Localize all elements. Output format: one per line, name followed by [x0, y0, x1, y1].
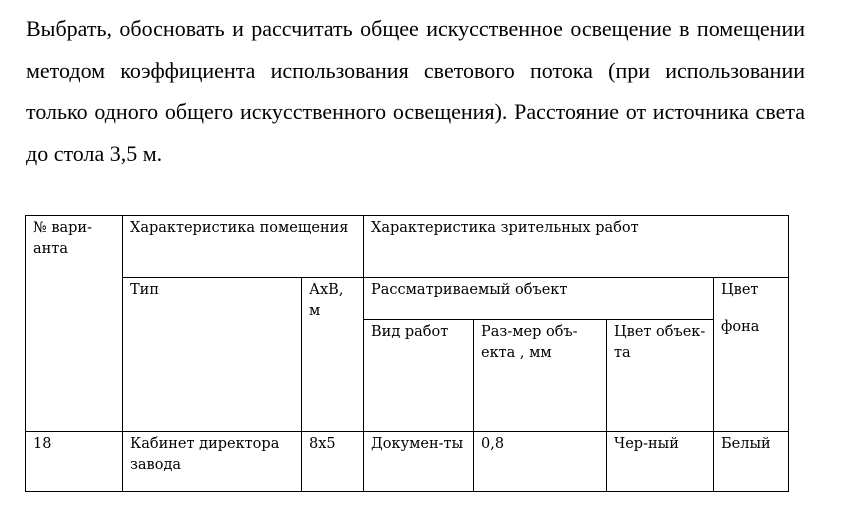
header-work-kind: Вид работ: [364, 320, 474, 432]
cell-dimensions: 8х5: [302, 432, 364, 492]
header-object-color: Цвет объек-та: [607, 320, 714, 432]
header-type: Тип: [123, 278, 302, 432]
cell-object-color: Чер-ный: [607, 432, 714, 492]
table-header-row-1: [26, 216, 789, 278]
cell-background-color: Белый: [714, 432, 789, 492]
header-variant: № вари-анта: [26, 216, 123, 432]
header-background-color-line1: Цвет: [721, 282, 759, 298]
header-visual-work-characteristic: Характеристика зрительных работ: [364, 216, 789, 278]
cell-object-size: 0,8: [474, 432, 607, 492]
table-row: [26, 432, 789, 492]
header-object-size: Раз-мер объ-екта , мм: [474, 320, 607, 432]
cell-variant: 18: [26, 432, 123, 492]
cell-type: Кабинет директора завода: [123, 432, 302, 492]
header-object: Рассматриваемый объект: [364, 278, 714, 320]
cell-work-kind: Докумен-ты: [364, 432, 474, 492]
header-background-color: [714, 278, 789, 432]
header-dimensions: АхВ, м: [302, 278, 364, 432]
table-header-row-2: [26, 278, 789, 320]
header-room-characteristic: Характеристика помещения: [123, 216, 364, 278]
task-description: Выбрать, обосновать и рассчитать общее искусственное освещение в помещении методом коэффициента использования светового потока (при использовании только одного общего искусственного освещения). Расстояние от источника света до стола 3,5 м.: [26, 16, 805, 166]
variant-table: [25, 215, 789, 492]
header-background-color-line2: фона: [721, 319, 760, 335]
